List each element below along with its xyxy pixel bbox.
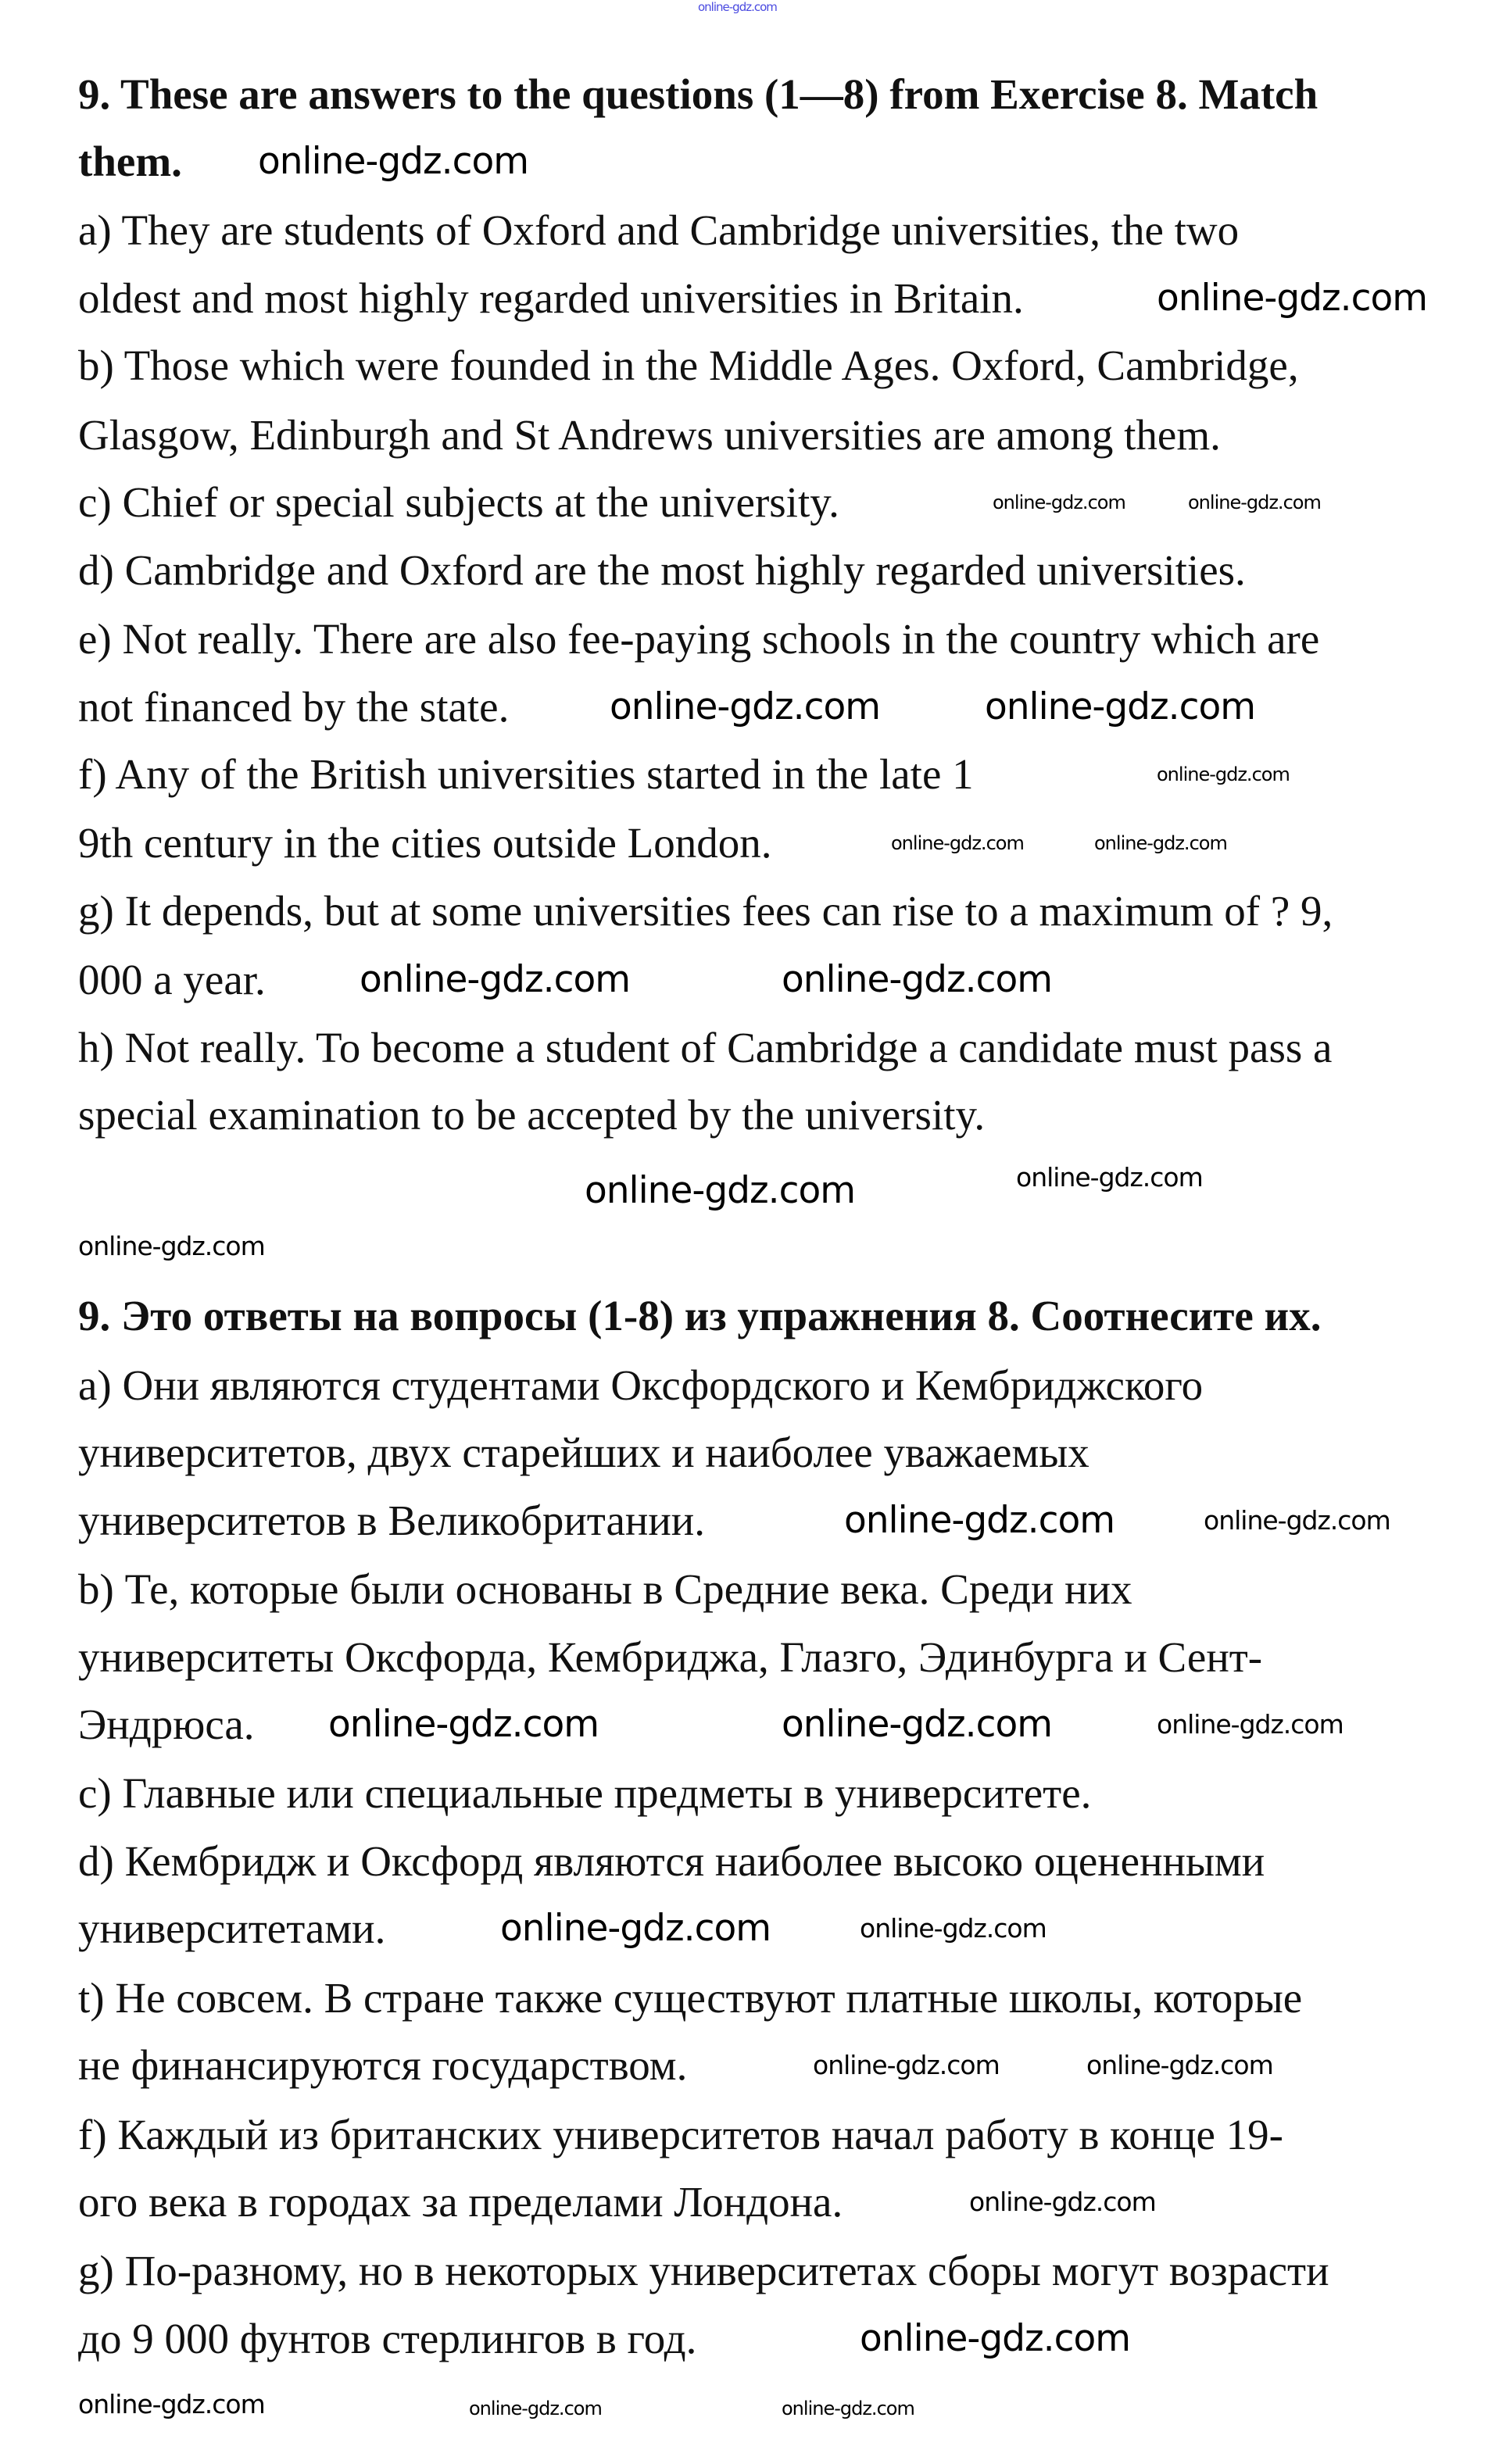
watermark: online-gdz.com: [1204, 1505, 1390, 1536]
translation-line: до 9 000 фунтов стерлингов в год.: [78, 2315, 697, 2362]
russian-heading: 9. Это ответы на вопросы (1-8) из упражнения 8. Соотнесите их.: [78, 1292, 1322, 1339]
watermark: online-gdz.com: [813, 2050, 1000, 2080]
answer-line: a) They are students of Oxford and Cambridge universities, the two: [78, 206, 1240, 254]
watermark: online-gdz.com: [1157, 764, 1290, 785]
watermark: online-gdz.com: [698, 0, 777, 14]
watermark: online-gdz.com: [1157, 277, 1427, 320]
translation-line: университетами.: [78, 1904, 386, 1952]
answer-line: g) It depends, but at some universities fees can rise to a maximum of ? 9,: [78, 887, 1333, 935]
english-heading-line-1: 9. These are answers to the questions (1—8) from Exercise 8. Match: [78, 70, 1318, 118]
watermark: online-gdz.com: [360, 958, 630, 1001]
translation-line: b) Те, которые были основаны в Средние века. Среди них: [78, 1565, 1132, 1613]
watermark: online-gdz.com: [78, 2389, 265, 2419]
watermark: online-gdz.com: [610, 685, 880, 728]
answer-line: 000 a year.: [78, 956, 266, 1003]
watermark: online-gdz.com: [469, 2398, 602, 2419]
translation-line: не финансируются государством.: [78, 2041, 688, 2089]
translation-line: g) По-разному, но в некоторых университетах сборы могут возрасти: [78, 2247, 1329, 2294]
watermark: online-gdz.com: [860, 1913, 1047, 1944]
english-heading-line-2: them.: [78, 138, 182, 185]
watermark: online-gdz.com: [860, 2317, 1130, 2360]
answer-line: c) Chief or special subjects at the university.: [78, 478, 839, 526]
answer-line: f) Any of the British universities started in the late 1: [78, 750, 974, 798]
watermark: online-gdz.com: [1188, 492, 1321, 513]
translation-line: университеты Оксфорда, Кембриджа, Глазго, Эдинбурга и Сент-: [78, 1633, 1263, 1681]
watermark: online-gdz.com: [969, 2187, 1156, 2217]
answer-line: oldest and most highly regarded universities in Britain.: [78, 274, 1024, 322]
watermark: online-gdz.com: [585, 1169, 855, 1212]
translation-line: t) Не совсем. В стране также существуют платные школы, которые: [78, 1974, 1303, 2022]
translation-line: университетов, двух старейших и наиболее уважаемых: [78, 1429, 1089, 1476]
watermark: online-gdz.com: [844, 1499, 1115, 1542]
translation-line: Эндрюса.: [78, 1700, 255, 1748]
watermark: online-gdz.com: [1086, 2050, 1273, 2080]
watermark: online-gdz.com: [1157, 1709, 1344, 1740]
watermark: online-gdz.com: [1016, 1162, 1203, 1193]
watermark: online-gdz.com: [1094, 832, 1227, 854]
watermark: online-gdz.com: [500, 1907, 771, 1950]
answer-line: special examination to be accepted by the university.: [78, 1091, 986, 1139]
answer-line: Glasgow, Edinburgh and St Andrews universities are among them.: [78, 411, 1221, 459]
translation-line: университетов в Великобритании.: [78, 1497, 705, 1544]
answer-line: h) Not really. To become a student of Cambridge a candidate must pass a: [78, 1024, 1333, 1071]
answer-line: d) Cambridge and Oxford are the most highly regarded universities.: [78, 546, 1246, 594]
watermark: online-gdz.com: [782, 1703, 1052, 1746]
watermark: online-gdz.com: [782, 2398, 914, 2419]
translation-line: ого века в городах за пределами Лондона.: [78, 2178, 843, 2226]
watermark: online-gdz.com: [78, 1231, 265, 1261]
answer-line: 9th century in the cities outside London.: [78, 819, 772, 867]
watermark: online-gdz.com: [891, 832, 1024, 854]
answer-line: b) Those which were founded in the Middle Ages. Oxford, Cambridge,: [78, 342, 1299, 389]
translation-line: a) Они являются студентами Оксфордского и Кембриджского: [78, 1361, 1204, 1409]
watermark: online-gdz.com: [985, 685, 1255, 728]
watermark: online-gdz.com: [782, 958, 1052, 1001]
translation-line: c) Главные или специальные предметы в университете.: [78, 1769, 1092, 1817]
translation-line: f) Каждый из британских университетов начал работу в конце 19-: [78, 2111, 1283, 2158]
answer-line: e) Not really. There are also fee-paying schools in the country which are: [78, 615, 1320, 663]
watermark: online-gdz.com: [328, 1703, 599, 1746]
watermark: online-gdz.com: [258, 140, 528, 183]
watermark: online-gdz.com: [993, 492, 1125, 513]
answer-line: not financed by the state.: [78, 683, 510, 731]
translation-line: d) Кембридж и Оксфорд являются наиболее высоко оцененными: [78, 1837, 1265, 1885]
